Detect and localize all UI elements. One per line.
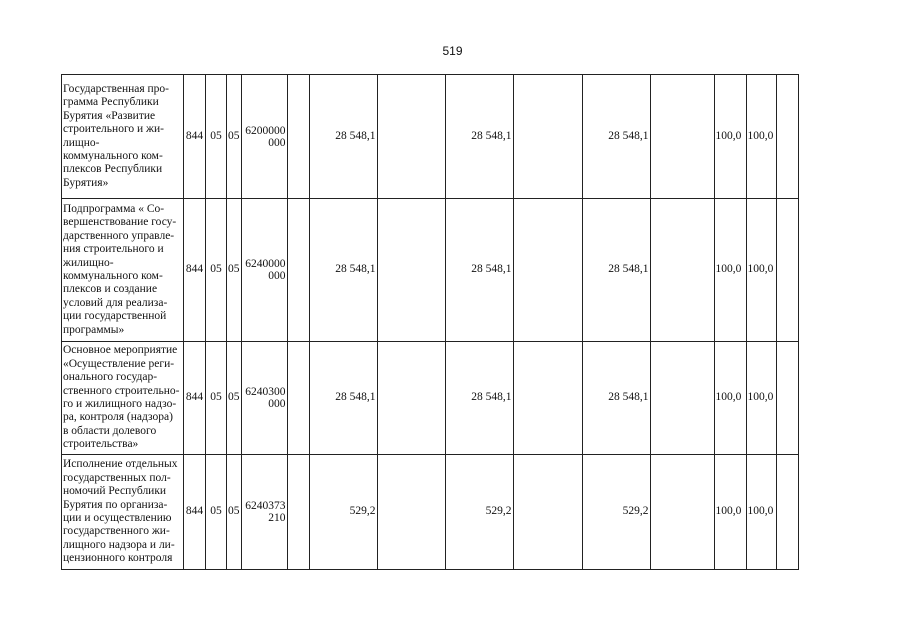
empty-cell [513, 455, 582, 570]
target-article-code-line: 6200000 [245, 124, 286, 137]
table-row [62, 342, 799, 455]
empty-cell [650, 199, 714, 342]
expense-type-cell [287, 455, 309, 570]
item-name-line: ции государственной [63, 310, 167, 323]
amount-executed-cell: 28 548,1 [582, 199, 650, 342]
item-name-line: го и жилищного надзо- [63, 398, 177, 410]
item-name-cell [62, 455, 184, 570]
execution-percent-cell: 100,0 [714, 75, 746, 199]
execution-percent-cell: 100,0 [714, 199, 746, 342]
amount-revised-cell: 28 548,1 [445, 342, 513, 455]
item-name-line: ственного строительно- [63, 384, 180, 397]
page-number: 519 [442, 44, 463, 58]
amount-approved-cell: 529,2 [309, 455, 377, 570]
execution-percent-cell: 100,0 [714, 342, 746, 455]
table-row [62, 455, 799, 570]
empty-cell [776, 199, 798, 342]
subsection-code-cell: 05 [227, 455, 242, 570]
amount-approved-cell: 28 548,1 [309, 342, 377, 455]
empty-cell [650, 342, 714, 455]
item-name-line: государственных пол- [63, 471, 171, 484]
execution-percent-revised-cell: 100,0 [746, 342, 776, 455]
target-article-code-line: 000 [268, 136, 286, 149]
empty-cell [377, 75, 445, 199]
empty-cell [513, 342, 582, 455]
item-name-line: дарственного управле- [63, 229, 175, 242]
item-name-line: лищно- [63, 136, 100, 149]
empty-cell [776, 342, 798, 455]
grbs-code-cell: 844 [184, 455, 206, 570]
item-name-line: «Осуществление реги- [63, 357, 175, 370]
amount-executed-cell: 28 548,1 [582, 342, 650, 455]
grbs-code-cell: 844 [184, 75, 206, 199]
item-name-cell [62, 75, 184, 199]
target-article-code-line: 000 [268, 270, 286, 282]
target-article-code-cell [241, 199, 287, 342]
execution-percent-cell: 100,0 [714, 455, 746, 570]
item-name-line: номочий Республики [63, 485, 167, 498]
target-article-code-cell [241, 455, 287, 570]
amount-approved-cell: 28 548,1 [309, 75, 377, 199]
item-name-line: Бурятия по организа- [63, 498, 168, 511]
item-name-line: Основное мероприятие [63, 344, 178, 357]
section-code-cell: 05 [206, 199, 227, 342]
item-name-line: ра, контроля (надзора) [63, 411, 173, 424]
item-name-line: Государственная про- [63, 82, 170, 95]
item-name-line: Бурятия» [63, 176, 109, 189]
budget-table [61, 74, 799, 570]
amount-revised-cell: 28 548,1 [445, 199, 513, 342]
execution-percent-revised-cell: 100,0 [746, 455, 776, 570]
item-name-cell [62, 342, 184, 455]
target-article-code-line: 6240000 [245, 258, 286, 270]
item-name-line: Исполнение отдельных [63, 458, 178, 471]
section-code-cell: 05 [206, 455, 227, 570]
item-name-line: в области долевого [63, 424, 157, 437]
item-name-line: строительства» [63, 438, 139, 451]
empty-cell [650, 75, 714, 199]
amount-revised-cell: 529,2 [445, 455, 513, 570]
item-name-cell [62, 199, 184, 342]
item-name-line: Бурятия «Развитие [63, 109, 156, 122]
item-name-line: коммунального ком- [63, 149, 163, 162]
section-code-cell: 05 [206, 75, 227, 199]
empty-cell [377, 342, 445, 455]
item-name-line: государственного жи- [63, 525, 170, 538]
execution-percent-revised-cell: 100,0 [746, 199, 776, 342]
amount-executed-cell: 529,2 [582, 455, 650, 570]
amount-executed-cell: 28 548,1 [582, 75, 650, 199]
expense-type-cell [287, 199, 309, 342]
item-name-line: плексов и создание [63, 283, 158, 296]
execution-percent-revised-cell: 100,0 [746, 75, 776, 199]
item-name-line: строительного и жи- [63, 123, 164, 136]
item-name-line: жилищно- [63, 256, 114, 269]
empty-cell [513, 199, 582, 342]
grbs-code-cell: 844 [184, 342, 206, 455]
item-name-line: онального государ- [63, 371, 158, 384]
item-name-line: грамма Республики [63, 96, 159, 109]
grbs-code-cell: 844 [184, 199, 206, 342]
target-article-code-cell [241, 342, 287, 455]
expense-type-cell [287, 75, 309, 199]
target-article-code-line: 6240300 [245, 386, 286, 398]
item-name-line: ния строительного и [63, 243, 164, 256]
section-code-cell: 05 [206, 342, 227, 455]
target-article-code-line: 000 [268, 398, 286, 410]
amount-approved-cell: 28 548,1 [309, 199, 377, 342]
empty-cell [377, 199, 445, 342]
item-name-line: плексов Республики [63, 163, 163, 176]
subsection-code-cell: 05 [227, 342, 242, 455]
target-article-code-line: 210 [268, 512, 286, 524]
subsection-code-cell: 05 [227, 199, 242, 342]
subsection-code-cell: 05 [227, 75, 242, 199]
item-name-line: коммунального ком- [63, 270, 163, 282]
empty-cell [650, 455, 714, 570]
item-name-line: вершенствование госу- [63, 216, 177, 229]
item-name-line: цензионного контроля [63, 552, 173, 565]
target-article-code-line: 6240373 [245, 500, 286, 512]
expense-type-cell [287, 342, 309, 455]
amount-revised-cell: 28 548,1 [445, 75, 513, 199]
table-row [62, 75, 799, 199]
empty-cell [377, 455, 445, 570]
item-name-line: лищного надзора и ли- [63, 538, 175, 551]
item-name-line: программы» [63, 323, 125, 336]
empty-cell [776, 75, 798, 199]
item-name-line: ции и осуществлению [63, 512, 172, 524]
item-name-line: Подпрограмма « Со- [63, 202, 165, 215]
table-row [62, 199, 799, 342]
target-article-code-cell [241, 75, 287, 199]
item-name-line: условий для реализа- [63, 296, 168, 309]
empty-cell [776, 455, 798, 570]
empty-cell [513, 75, 582, 199]
